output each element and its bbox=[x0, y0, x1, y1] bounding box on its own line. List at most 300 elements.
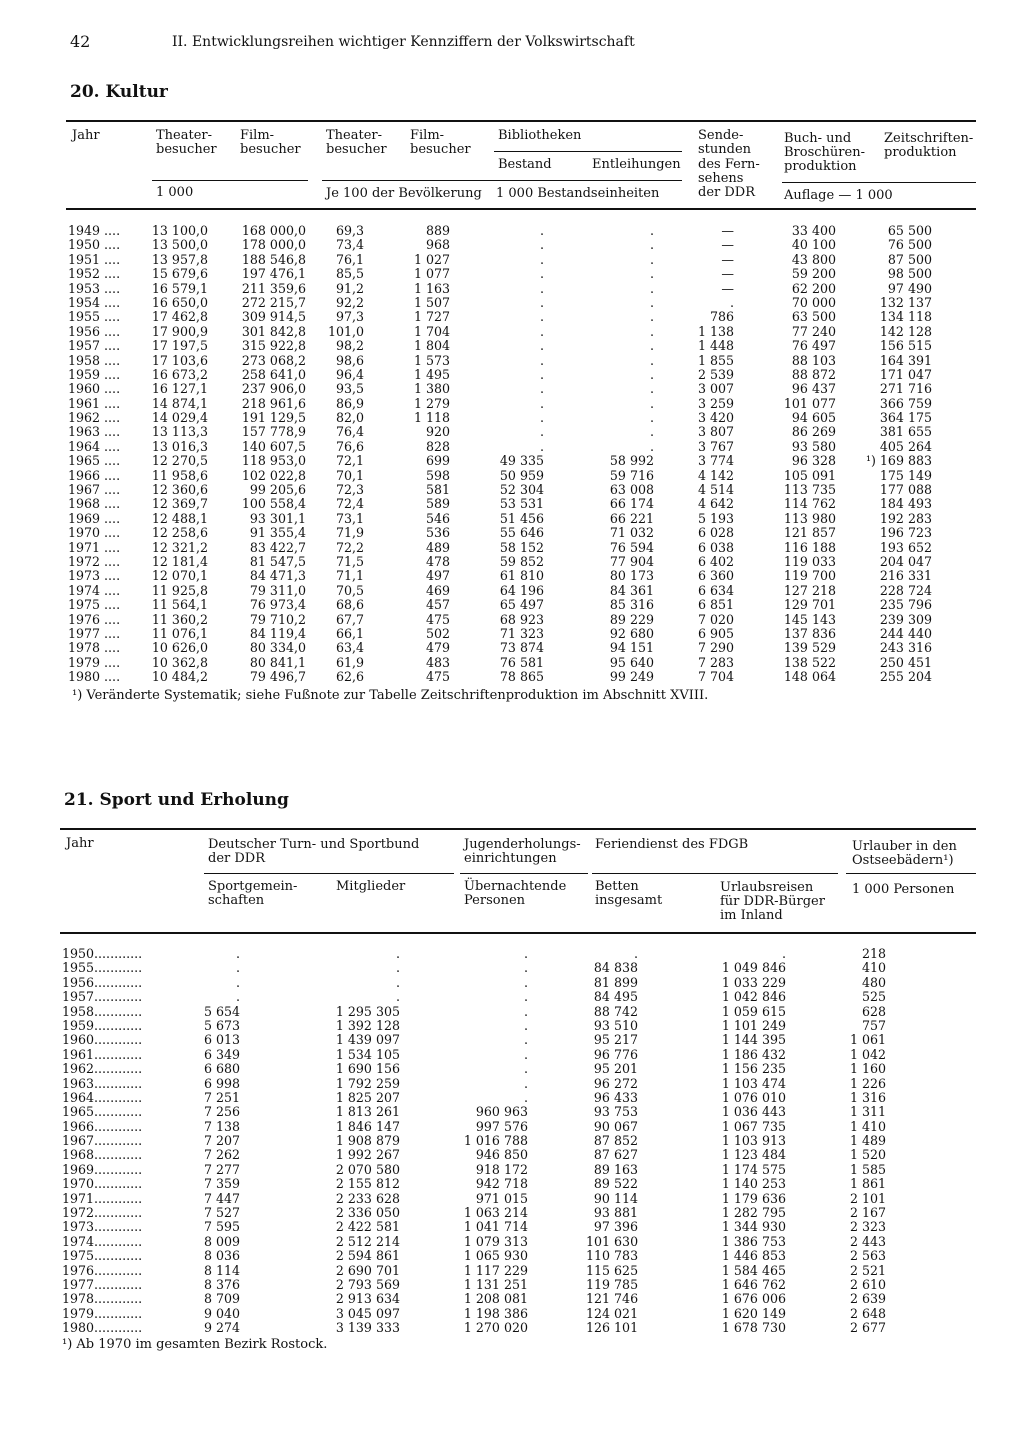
bestand-cell: . bbox=[539, 366, 544, 382]
filmbesucher-cell: 188 546,8 bbox=[241, 251, 306, 267]
theaterbesucher-cell: 10 626,0 bbox=[151, 640, 208, 656]
urlauber-cell: 1 410 bbox=[849, 1118, 886, 1134]
urlauber-cell: 2 563 bbox=[849, 1248, 886, 1264]
theaterbesucher-je100-cell: 98,2 bbox=[335, 338, 364, 354]
col-header-fdgb: Feriendienst des FDGB bbox=[595, 837, 749, 852]
filmbesucher-cell: 93 301,1 bbox=[249, 510, 306, 526]
zeitschriften-cell: 164 391 bbox=[879, 352, 932, 368]
bestand-cell: 73 874 bbox=[499, 640, 544, 656]
filmbesucher-cell: 309 914,5 bbox=[241, 309, 306, 325]
buchproduktion-cell: 127 218 bbox=[783, 582, 836, 598]
bestand-cell: . bbox=[539, 266, 544, 282]
zeitschriften-cell: 193 652 bbox=[879, 539, 932, 555]
uebernachtende-cell: 946 850 bbox=[475, 1147, 528, 1163]
entleihungen-cell: 77 904 bbox=[609, 553, 654, 569]
sendestunden-cell: 6 028 bbox=[697, 525, 734, 541]
betten-cell: 90 114 bbox=[593, 1190, 638, 1206]
bestand-cell: . bbox=[539, 381, 544, 397]
urlaubsreisen-cell: 1 103 913 bbox=[721, 1133, 786, 1149]
jahr-cell: 1972............ bbox=[62, 1205, 143, 1221]
uebernachtende-cell: 1 079 313 bbox=[463, 1233, 528, 1249]
uebernachtende-cell: 1 041 714 bbox=[463, 1219, 528, 1235]
theaterbesucher-je100-cell: 72,2 bbox=[335, 539, 364, 555]
theaterbesucher-je100-cell: 71,1 bbox=[335, 568, 364, 584]
filmbesucher-je100-cell: 489 bbox=[425, 539, 450, 555]
buchproduktion-cell: 40 100 bbox=[791, 237, 836, 253]
buchproduktion-cell: 88 872 bbox=[791, 366, 836, 382]
filmbesucher-je100-cell: 1 727 bbox=[413, 309, 450, 325]
zeitschriften-cell: 239 309 bbox=[879, 611, 932, 627]
theaterbesucher-je100-cell: 70,1 bbox=[335, 467, 364, 483]
entleihungen-cell: . bbox=[649, 424, 654, 440]
theaterbesucher-cell: 16 650,0 bbox=[151, 294, 208, 310]
theaterbesucher-je100-cell: 66,1 bbox=[335, 625, 364, 641]
jahr-cell: 1975............ bbox=[62, 1248, 143, 1264]
filmbesucher-cell: 79 710,2 bbox=[249, 611, 306, 627]
uebernachtende-cell: . bbox=[523, 1075, 528, 1091]
uebernachtende-cell: 997 576 bbox=[475, 1118, 528, 1134]
theaterbesucher-cell: 10 484,2 bbox=[151, 669, 208, 685]
uebernachtende-cell: 1 131 251 bbox=[463, 1276, 528, 1292]
bestand-cell: . bbox=[539, 294, 544, 310]
jahr-cell: 1975 .... bbox=[68, 597, 121, 613]
urlauber-cell: 2 101 bbox=[849, 1190, 886, 1206]
bestand-cell: 51 456 bbox=[499, 510, 544, 526]
col-header-bestand: Bestand bbox=[498, 157, 552, 172]
buchproduktion-cell: 94 605 bbox=[791, 410, 836, 426]
col-header-buchproduktion: Buch- und Broschüren- produktion bbox=[784, 131, 865, 174]
jahr-cell: 1955............ bbox=[62, 960, 143, 976]
sportgemeinschaften-column bbox=[196, 947, 240, 1336]
sportgemeinschaften-cell: 7 359 bbox=[203, 1176, 240, 1192]
sportgemeinschaften-cell: 7 262 bbox=[203, 1147, 240, 1163]
sportgemeinschaften-cell: 8 709 bbox=[203, 1291, 240, 1307]
zeitschriften-cell: 204 047 bbox=[879, 553, 932, 569]
theaterbesucher-je100-cell: 76,4 bbox=[335, 424, 364, 440]
unit-auflage: Auflage — 1 000 bbox=[784, 188, 893, 203]
urlauber-cell: 2 639 bbox=[849, 1291, 886, 1307]
entleihungen-cell: . bbox=[649, 294, 654, 310]
filmbesucher-cell: 258 641,0 bbox=[241, 366, 306, 382]
theaterbesucher-je100-cell: 72,4 bbox=[335, 496, 364, 512]
entleihungen-cell: 66 174 bbox=[609, 496, 654, 512]
theaterbesucher-je100-cell: 86,9 bbox=[335, 395, 364, 411]
zeitschriften-cell: ¹) 169 883 bbox=[865, 453, 932, 469]
jahr-cell: 1976 .... bbox=[68, 611, 121, 627]
theaterbesucher-cell: 12 258,6 bbox=[151, 525, 208, 541]
urlauber-cell: 1 585 bbox=[849, 1161, 886, 1177]
jahr-cell: 1971 .... bbox=[68, 539, 121, 555]
filmbesucher-cell: 99 205,6 bbox=[249, 482, 306, 498]
sportgemeinschaften-cell: 9 040 bbox=[203, 1305, 240, 1321]
buchproduktion-cell: 76 497 bbox=[791, 338, 836, 354]
uebernachtende-cell: . bbox=[523, 1089, 528, 1105]
jahr-cell: 1959............ bbox=[62, 1017, 143, 1033]
jahr-cell: 1957 .... bbox=[68, 338, 121, 354]
urlaubsreisen-cell: 1 059 615 bbox=[721, 1003, 786, 1019]
mitglieder-cell: 1 439 097 bbox=[335, 1032, 400, 1048]
mitglieder-cell: 2 594 861 bbox=[335, 1248, 400, 1264]
sendestunden-column bbox=[690, 224, 734, 685]
sendestunden-cell: 1 448 bbox=[697, 338, 734, 354]
sendestunden-cell: — bbox=[721, 237, 734, 253]
jahr-cell: 1958............ bbox=[62, 1003, 143, 1019]
jahr-cell: 1971............ bbox=[62, 1190, 143, 1206]
entleihungen-cell: . bbox=[649, 309, 654, 325]
filmbesucher-je100-cell: 1 573 bbox=[413, 352, 450, 368]
betten-cell: 96 433 bbox=[593, 1089, 638, 1105]
theaterbesucher-je100-cell: 71,9 bbox=[335, 525, 364, 541]
buchproduktion-cell: 145 143 bbox=[783, 611, 836, 627]
sportgemeinschaften-cell: 7 207 bbox=[203, 1133, 240, 1149]
urlauber-cell: 2 443 bbox=[849, 1233, 886, 1249]
sendestunden-cell: . bbox=[729, 294, 734, 310]
zeitschriften-cell: 216 331 bbox=[879, 568, 932, 584]
zeitschriften-cell: 364 175 bbox=[879, 410, 932, 426]
urlaubsreisen-cell: 1 282 795 bbox=[721, 1205, 786, 1221]
sendestunden-cell: 7 290 bbox=[697, 640, 734, 656]
filmbesucher-je100-cell: 920 bbox=[425, 424, 450, 440]
sportgemeinschaften-cell: 7 527 bbox=[203, 1205, 240, 1221]
sendestunden-cell: 6 851 bbox=[697, 597, 734, 613]
theaterbesucher-je100-cell: 61,9 bbox=[335, 654, 364, 670]
theaterbesucher-cell: 13 957,8 bbox=[151, 251, 208, 267]
mitglieder-cell: 1 792 259 bbox=[335, 1075, 400, 1091]
unit-1000: 1 000 bbox=[156, 185, 194, 200]
filmbesucher-cell: 102 022,8 bbox=[241, 467, 306, 483]
jahr-cell: 1972 .... bbox=[68, 553, 121, 569]
uebernachtende-column bbox=[454, 947, 528, 1336]
mitglieder-cell: 2 070 580 bbox=[335, 1161, 400, 1177]
buchproduktion-cell: 63 500 bbox=[791, 309, 836, 325]
uebernachtende-cell: 971 015 bbox=[475, 1190, 528, 1206]
col-header-zeitschriften: Zeitschriften- produktion bbox=[884, 131, 974, 160]
urlaubsreisen-cell: 1 678 730 bbox=[721, 1320, 786, 1336]
col-header-jahr-sport: Jahr bbox=[66, 836, 94, 851]
entleihungen-cell: 71 032 bbox=[609, 525, 654, 541]
uebernachtende-cell: . bbox=[523, 1061, 528, 1077]
urlauber-cell: 2 323 bbox=[849, 1219, 886, 1235]
sendestunden-cell: 3 007 bbox=[697, 381, 734, 397]
buchproduktion-cell: 121 857 bbox=[783, 525, 836, 541]
buchproduktion-cell: 101 077 bbox=[783, 395, 836, 411]
mitglieder-cell: 2 233 628 bbox=[335, 1190, 400, 1206]
urlauber-cell: 757 bbox=[861, 1017, 886, 1033]
bestand-cell: 65 497 bbox=[499, 597, 544, 613]
zeitschriften-cell: 132 137 bbox=[879, 294, 932, 310]
mitglieder-cell: 1 295 305 bbox=[335, 1003, 400, 1019]
entleihungen-cell: . bbox=[649, 323, 654, 339]
jahr-cell: 1965 .... bbox=[68, 453, 121, 469]
filmbesucher-column bbox=[220, 224, 306, 685]
uebernachtende-cell: 918 172 bbox=[475, 1161, 528, 1177]
buchproduktion-cell: 43 800 bbox=[791, 251, 836, 267]
urlaubsreisen-cell: 1 584 465 bbox=[721, 1262, 786, 1278]
sendestunden-cell: 2 539 bbox=[697, 366, 734, 382]
buchproduktion-cell: 138 522 bbox=[783, 654, 836, 670]
jahr-cell: 1960 .... bbox=[68, 381, 121, 397]
filmbesucher-cell: 83 422,7 bbox=[249, 539, 306, 555]
zeitschriften-column bbox=[846, 224, 932, 685]
sportgemeinschaften-cell: 7 595 bbox=[203, 1219, 240, 1235]
bestand-cell: . bbox=[539, 280, 544, 296]
filmbesucher-cell: 191 129,5 bbox=[241, 410, 306, 426]
urlaubsreisen-cell: 1 344 930 bbox=[721, 1219, 786, 1235]
betten-cell: 96 272 bbox=[593, 1075, 638, 1091]
bestand-cell: . bbox=[539, 251, 544, 267]
mitglieder-cell: 2 913 634 bbox=[335, 1291, 400, 1307]
uebernachtende-cell: 960 963 bbox=[475, 1104, 528, 1120]
sendestunden-cell: 1 855 bbox=[697, 352, 734, 368]
urlauber-cell: 1 489 bbox=[849, 1133, 886, 1149]
buchproduktion-cell: 137 836 bbox=[783, 625, 836, 641]
betten-cell: 119 785 bbox=[586, 1276, 639, 1292]
unit-je100: Je 100 der Bevölkerung bbox=[326, 186, 482, 201]
urlauber-cell: 1 316 bbox=[849, 1089, 886, 1105]
section-title-kultur: 20. Kultur bbox=[70, 82, 168, 102]
jahr-cell: 1974............ bbox=[62, 1233, 143, 1249]
theaterbesucher-cell: 13 113,3 bbox=[151, 424, 208, 440]
filmbesucher-je100-cell: 968 bbox=[425, 237, 450, 253]
col-header-jugenderholung: Jugenderholungs- einrichtungen bbox=[464, 837, 581, 866]
theaterbesucher-cell: 13 016,3 bbox=[151, 438, 208, 454]
sendestunden-cell: 4 642 bbox=[697, 496, 734, 512]
urlauber-cell: 2 648 bbox=[849, 1305, 886, 1321]
bestand-cell: 49 335 bbox=[499, 453, 544, 469]
sportgemeinschaften-cell: 7 256 bbox=[203, 1104, 240, 1120]
buchproduktion-cell: 119 700 bbox=[783, 568, 836, 584]
zeitschriften-cell: 177 088 bbox=[879, 482, 932, 498]
jahr-cell: 1961 .... bbox=[68, 395, 121, 411]
mitglieder-cell: 1 690 156 bbox=[335, 1061, 400, 1077]
sportgemeinschaften-cell: 7 277 bbox=[203, 1161, 240, 1177]
filmbesucher-je100-cell: 589 bbox=[425, 496, 450, 512]
sendestunden-cell: 3 259 bbox=[697, 395, 734, 411]
sendestunden-cell: 6 402 bbox=[697, 553, 734, 569]
zeitschriften-cell: 228 724 bbox=[879, 582, 932, 598]
entleihungen-cell: . bbox=[649, 266, 654, 282]
filmbesucher-je100-cell: 457 bbox=[425, 597, 450, 613]
theaterbesucher-je100-column bbox=[310, 224, 364, 685]
filmbesucher-cell: 76 973,4 bbox=[249, 597, 306, 613]
mitglieder-cell: . bbox=[395, 989, 400, 1005]
filmbesucher-cell: 100 558,4 bbox=[241, 496, 306, 512]
urlauber-cell: 1 861 bbox=[849, 1176, 886, 1192]
uebernachtende-cell: . bbox=[523, 974, 528, 990]
mitglieder-cell: . bbox=[395, 946, 400, 961]
entleihungen-cell: . bbox=[649, 280, 654, 296]
jahr-cell: 1964............ bbox=[62, 1089, 143, 1105]
col-header-entleihungen: Entleihungen bbox=[592, 157, 681, 172]
uebernachtende-cell: 1 117 229 bbox=[463, 1262, 528, 1278]
buchproduktion-cell: 59 200 bbox=[791, 266, 836, 282]
entleihungen-cell: 94 151 bbox=[609, 640, 654, 656]
sendestunden-cell: 1 138 bbox=[697, 323, 734, 339]
theaterbesucher-cell: 16 579,1 bbox=[151, 280, 208, 296]
urlaubsreisen-cell: 1 042 846 bbox=[721, 989, 786, 1005]
bestand-cell: 58 152 bbox=[499, 539, 544, 555]
theaterbesucher-je100-cell: 68,6 bbox=[335, 597, 364, 613]
entleihungen-cell: . bbox=[649, 410, 654, 426]
buchproduktion-cell: 119 033 bbox=[783, 553, 836, 569]
uebernachtende-cell: . bbox=[523, 989, 528, 1005]
entleihungen-cell: . bbox=[649, 366, 654, 382]
bestand-cell: 59 852 bbox=[499, 553, 544, 569]
betten-cell: 121 746 bbox=[586, 1291, 639, 1307]
col-header-jahr: Jahr bbox=[72, 128, 100, 143]
theaterbesucher-cell: 17 103,6 bbox=[151, 352, 208, 368]
jahr-cell: 1980 .... bbox=[68, 669, 121, 685]
theaterbesucher-je100-cell: 97,3 bbox=[335, 309, 364, 325]
filmbesucher-cell: 84 471,3 bbox=[249, 568, 306, 584]
col-header-sendestunden: Sende- stunden des Fern- sehens der DDR bbox=[698, 128, 760, 201]
urlaubsreisen-cell: 1 140 253 bbox=[721, 1176, 786, 1192]
col-header-betten: Betten insgesamt bbox=[595, 879, 663, 908]
mitglieder-cell: 1 534 105 bbox=[335, 1046, 400, 1062]
bestand-cell: 71 323 bbox=[499, 625, 544, 641]
buchproduktion-cell: 148 064 bbox=[783, 669, 836, 685]
jahr-cell: 1950............ bbox=[62, 946, 143, 961]
bestand-cell: . bbox=[539, 338, 544, 354]
uebernachtende-cell: 1 198 386 bbox=[463, 1305, 528, 1321]
urlauber-column bbox=[840, 947, 886, 1336]
entleihungen-cell: . bbox=[649, 251, 654, 267]
mitglieder-cell: 1 992 267 bbox=[335, 1147, 400, 1163]
sendestunden-cell: 3 774 bbox=[697, 453, 734, 469]
jahr-cell: 1977 .... bbox=[68, 625, 121, 641]
sendestunden-cell: 4 142 bbox=[697, 467, 734, 483]
sportgemeinschaften-cell: . bbox=[235, 946, 240, 961]
theaterbesucher-cell: 14 874,1 bbox=[151, 395, 208, 411]
zeitschriften-cell: 366 759 bbox=[879, 395, 932, 411]
urlauber-cell: 1 061 bbox=[849, 1032, 886, 1048]
bestand-cell: 52 304 bbox=[499, 482, 544, 498]
urlaubsreisen-cell: 1 620 149 bbox=[721, 1305, 786, 1321]
sendestunden-cell: 7 283 bbox=[697, 654, 734, 670]
jahr-cell: 1978 .... bbox=[68, 640, 121, 656]
entleihungen-cell: . bbox=[649, 223, 654, 238]
mitglieder-cell: 3 139 333 bbox=[335, 1320, 400, 1336]
buchproduktion-cell: 113 980 bbox=[783, 510, 836, 526]
sportgemeinschaften-cell: 5 673 bbox=[203, 1017, 240, 1033]
col-header-urlaubsreisen: Urlaubsreisen für DDR-Bürger im Inland bbox=[720, 880, 825, 923]
col-header-bibliotheken: Bibliotheken bbox=[498, 128, 582, 143]
zeitschriften-cell: 171 047 bbox=[879, 366, 932, 382]
jahr-cell: 1979............ bbox=[62, 1305, 143, 1321]
jahr-cell: 1978............ bbox=[62, 1291, 143, 1307]
mitglieder-cell: 1 813 261 bbox=[335, 1104, 400, 1120]
urlauber-cell: 1 042 bbox=[849, 1046, 886, 1062]
filmbesucher-je100-cell: 1 163 bbox=[413, 280, 450, 296]
betten-cell: 89 522 bbox=[593, 1176, 638, 1192]
section-title-sport: 21. Sport und Erholung bbox=[64, 790, 289, 810]
mitglieder-column bbox=[320, 947, 400, 1336]
bestand-cell: . bbox=[539, 223, 544, 238]
entleihungen-cell: 89 229 bbox=[609, 611, 654, 627]
betten-cell: 90 067 bbox=[593, 1118, 638, 1134]
zeitschriften-cell: 243 316 bbox=[879, 640, 932, 656]
urlaubsreisen-cell: 1 076 010 bbox=[721, 1089, 786, 1105]
urlaubsreisen-cell: 1 676 006 bbox=[721, 1291, 786, 1307]
unit-1000-personen: 1 000 Personen bbox=[852, 882, 955, 897]
zeitschriften-cell: 76 500 bbox=[887, 237, 932, 253]
theaterbesucher-column bbox=[140, 224, 208, 685]
theaterbesucher-je100-cell: 82,0 bbox=[335, 410, 364, 426]
betten-cell: 81 899 bbox=[593, 974, 638, 990]
filmbesucher-cell: 168 000,0 bbox=[241, 223, 306, 238]
filmbesucher-cell: 79 311,0 bbox=[249, 582, 306, 598]
betten-cell: 101 630 bbox=[586, 1233, 639, 1249]
filmbesucher-cell: 301 842,8 bbox=[241, 323, 306, 339]
filmbesucher-je100-cell: 598 bbox=[425, 467, 450, 483]
sportgemeinschaften-cell: 8 036 bbox=[203, 1248, 240, 1264]
betten-cell: 96 776 bbox=[593, 1046, 638, 1062]
bestand-cell: . bbox=[539, 410, 544, 426]
betten-cell: 84 838 bbox=[593, 960, 638, 976]
theaterbesucher-je100-cell: 73,1 bbox=[335, 510, 364, 526]
uebernachtende-cell: 1 270 020 bbox=[463, 1320, 528, 1336]
bestand-cell: . bbox=[539, 395, 544, 411]
urlaubsreisen-cell: 1 103 474 bbox=[721, 1075, 786, 1091]
urlaubsreisen-cell: 1 101 249 bbox=[721, 1017, 786, 1033]
sportgemeinschaften-cell: 9 274 bbox=[203, 1320, 240, 1336]
entleihungen-cell: 95 640 bbox=[609, 654, 654, 670]
mitglieder-cell: 1 392 128 bbox=[335, 1017, 400, 1033]
jahr-cell: 1949 .... bbox=[68, 223, 121, 238]
zeitschriften-cell: 405 264 bbox=[879, 438, 932, 454]
sportgemeinschaften-cell: . bbox=[235, 960, 240, 976]
entleihungen-cell: . bbox=[649, 338, 654, 354]
sendestunden-cell: 4 514 bbox=[697, 482, 734, 498]
urlauber-cell: 628 bbox=[861, 1003, 886, 1019]
zeitschriften-cell: 192 283 bbox=[879, 510, 932, 526]
entleihungen-cell: 63 008 bbox=[609, 482, 654, 498]
sportgemeinschaften-cell: 7 251 bbox=[203, 1089, 240, 1105]
sendestunden-cell: — bbox=[721, 251, 734, 267]
bestand-cell: 53 531 bbox=[499, 496, 544, 512]
buchproduktion-cell: 70 000 bbox=[791, 294, 836, 310]
bestand-cell: 55 646 bbox=[499, 525, 544, 541]
theaterbesucher-cell: 17 462,8 bbox=[151, 309, 208, 325]
sportgemeinschaften-cell: 6 349 bbox=[203, 1046, 240, 1062]
sportgemeinschaften-cell: 7 138 bbox=[203, 1118, 240, 1134]
urlauber-cell: 218 bbox=[861, 946, 886, 961]
filmbesucher-je100-cell: 889 bbox=[425, 223, 450, 238]
uebernachtende-cell: 1 063 214 bbox=[463, 1205, 528, 1221]
zeitschriften-cell: 255 204 bbox=[879, 669, 932, 685]
filmbesucher-cell: 80 841,1 bbox=[249, 654, 306, 670]
entleihungen-cell: 99 249 bbox=[609, 669, 654, 685]
col-header-filmbesucher-je100: Film- besucher bbox=[410, 128, 471, 157]
jahr-cell: 1976............ bbox=[62, 1262, 143, 1278]
buchproduktion-cell: 88 103 bbox=[791, 352, 836, 368]
theaterbesucher-je100-cell: 85,5 bbox=[335, 266, 364, 282]
buchproduktion-cell: 93 580 bbox=[791, 438, 836, 454]
zeitschriften-cell: 98 500 bbox=[887, 266, 932, 282]
entleihungen-cell: 66 221 bbox=[609, 510, 654, 526]
sendestunden-cell: 786 bbox=[709, 309, 734, 325]
entleihungen-cell: 59 716 bbox=[609, 467, 654, 483]
zeitschriften-cell: 196 723 bbox=[879, 525, 932, 541]
theaterbesucher-je100-cell: 72,1 bbox=[335, 453, 364, 469]
uebernachtende-cell: 1 065 930 bbox=[463, 1248, 528, 1264]
theaterbesucher-je100-cell: 92,2 bbox=[335, 294, 364, 310]
betten-cell: 95 201 bbox=[593, 1061, 638, 1077]
jahr-cell: 1961............ bbox=[62, 1046, 143, 1062]
uebernachtende-cell: 1 016 788 bbox=[463, 1133, 528, 1149]
jahr-cell: 1962............ bbox=[62, 1061, 143, 1077]
uebernachtende-cell: . bbox=[523, 1003, 528, 1019]
